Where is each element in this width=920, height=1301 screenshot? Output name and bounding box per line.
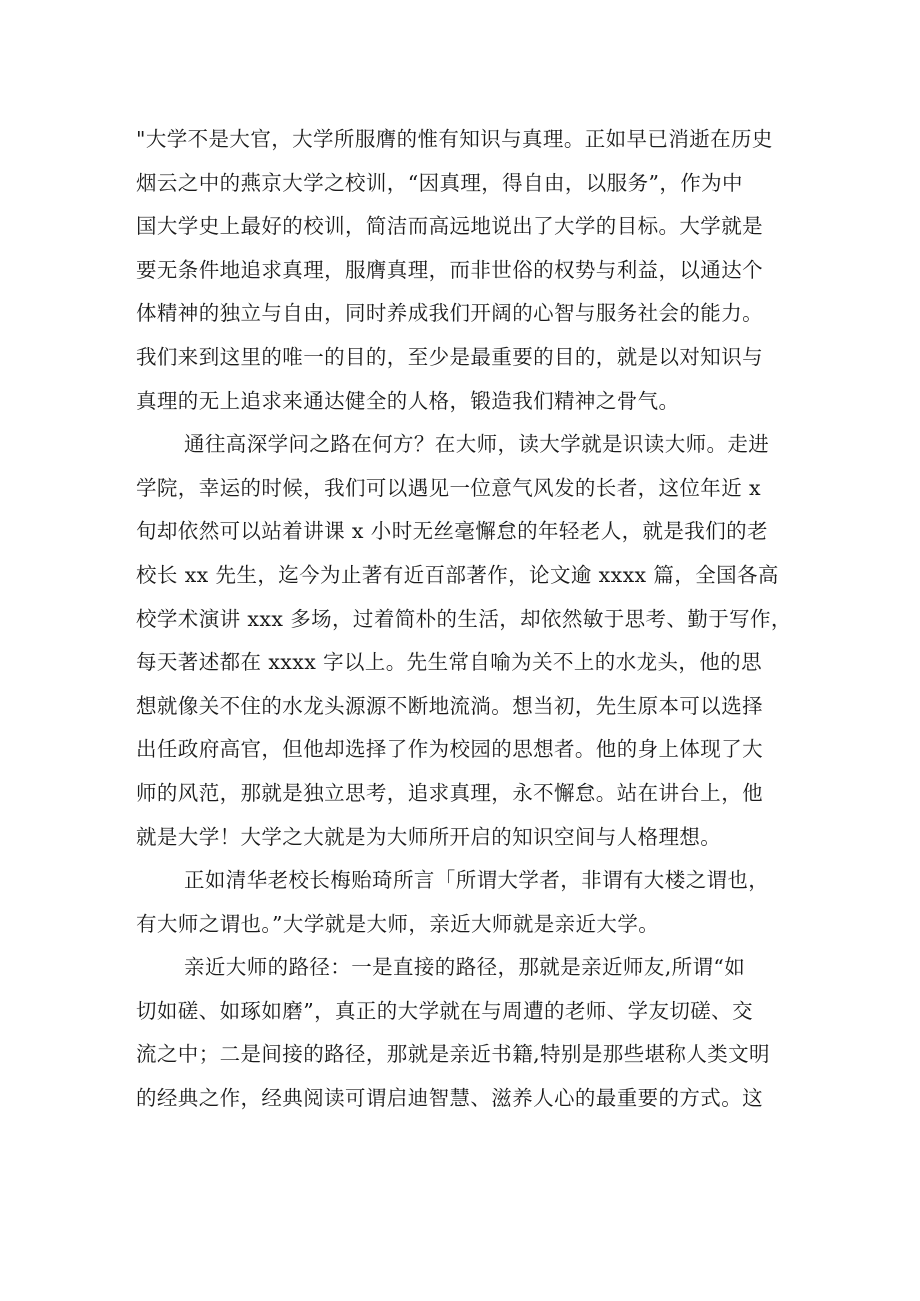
text-line: 通往高深学问之路在何方？在大师，读大学就是识读大师。走进 [184, 432, 770, 457]
paragraph-3 [136, 859, 788, 946]
text-line: 体精神的独立与自由，同时养成我们开阔的心智与服务社会的能力。 [136, 301, 763, 326]
text-line: 师的风范，那就是独立思考，追求真理，永不懈怠。站在讲台上，他 [136, 780, 763, 805]
text-line: 亲近大师的路径：一是直接的路径，那就是亲近师友,所谓“如 [184, 955, 746, 980]
text-line: "大学不是大官，大学所服膺的惟有知识与真理。正如早已消逝在历史 [136, 127, 773, 151]
text-line: 的经典之作，经典阅读可谓启迪智慧、滋养人心的最重要的方式。这 [136, 1086, 763, 1111]
document-body [136, 118, 792, 1121]
text-line: 流之中；二是间接的路径，那就是亲近书籍,特别是那些堪称人类文明 [136, 1042, 770, 1067]
text-line: 国大学史上最好的校训，简洁而高远地说出了大学的目标。大学就是 [136, 214, 763, 239]
text-line: 正如清华老校长梅贻琦所言「所谓大学者，非谓有大楼之谓也， [184, 868, 770, 893]
text-line: 想就像关不住的水龙头源源不断地流淌。想当初，先生原本可以选择 [136, 693, 763, 718]
text-line: 就是大学！大学之大就是为大师所开启的知识空间与人格理想。 [136, 824, 722, 849]
text-line: 有大师之谓也。”大学就是大师，亲近大师就是亲近大学。 [136, 911, 660, 936]
text-line: 烟云之中的燕京大学之校训，“因真理，得自由，以服务”，作为中 [136, 170, 743, 195]
text-line: 出任政府高官，但他却选择了作为校园的思想者。他的身上体现了大 [136, 737, 763, 762]
paragraph-4 [136, 946, 788, 1120]
text-line: 要无条件地追求真理，服膺真理，而非世俗的权势与利益，以通达个 [136, 257, 763, 282]
text-line: 切如磋、如琢如磨”，真正的大学就在与周遭的老师、学友切磋、交 [136, 998, 753, 1023]
text-line: 我们来到这里的唯一的目的，至少是最重要的目的，就是以对知识与 [136, 344, 763, 369]
text-line: 学院，幸运的时候，我们可以遇见一位意气风发的长者，这位年近 x [136, 475, 761, 500]
text-line: 每天著述都在 xxxx 字以上。先生常自喻为关不上的水龙头，他的思 [136, 650, 762, 675]
text-line: 校长 xx 先生，迄今为止著有近百部著作，论文逾 xxxx 篇，全国各高 [136, 562, 779, 587]
text-line: 旬却依然可以站着讲课 x 小时无丝毫懈怠的年轻老人，就是我们的老 [136, 519, 768, 544]
paragraph-2 [136, 423, 792, 859]
paragraph-1 [136, 118, 788, 423]
text-line: 校学术演讲 xxx 多场，过着简朴的生活，却依然敏于思考、勤于写作， [136, 606, 792, 631]
text-line: 真理的无上追求来通达健全的人格，锻造我们精神之骨气。 [136, 388, 680, 413]
